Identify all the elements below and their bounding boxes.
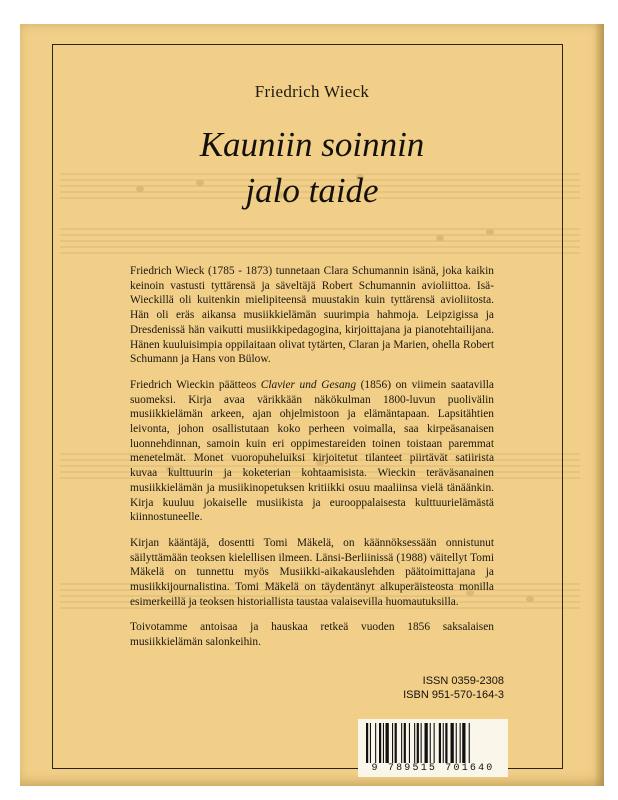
barcode-bar [430, 723, 431, 763]
barcode-bar [421, 723, 422, 763]
barcode-bar [462, 723, 465, 763]
barcode-bar [404, 723, 406, 763]
barcode-bar [370, 723, 371, 763]
blurb-paragraph-2 [130, 378, 494, 525]
book-title [20, 122, 604, 214]
barcode-bar [445, 723, 447, 763]
barcode-digits: 9 789515 701640 [371, 763, 495, 774]
barcode-bar [460, 723, 461, 763]
book-back-cover [20, 24, 604, 786]
blurb-text [130, 264, 494, 661]
blurb-paragraph-3: Kirjan kääntäjä, dosentti Tomi Mäkelä, on käännöksessään onnistunut säilyttämään teoksen kielellisen ilmeen. Länsi-Berliinissä (1988) väitellyt Tomi Mäkelä on tunnettu myös Musiikki-aikakauslehden päätoimittajana ja musiikkijournalistina. Tomi Mäkelä on täydentänyt alkuperäisteosta monilla esimerkeillä ja teoksen historiallista taustaa valaisevilla huomautuksilla. [130, 536, 494, 608]
barcode-bar [392, 723, 393, 763]
p2-book-title: Clavier und Gesang [260, 378, 357, 391]
title-line-2: jalo taide [245, 171, 379, 210]
barcode-bars [364, 723, 502, 763]
p2-prefix: Friedrich Wieckin päätteos [130, 378, 261, 391]
isbn-block [360, 674, 504, 702]
barcode-bar [456, 723, 457, 763]
p2-rest: Kirja avaa värikkään näkökulman 1800-luvun puolivälin musiikkielämän arkeen, ajan ohjelmistoon ja elämäntapaan. Lapsitähtien leivonta, johon osallistutaan koko perheen voimalla, saa kirpeäsanaisen luonnehdinnan, samoin kuin eri oppimestareiden toinen toistaan paremmat menetelmät. Monet vuoropuheluiksi kirjoitetut tilanteet piirtävät satiirista kuvaa kulttuurin ja koketerian kohtaamisista. Wieckin teräväsanainen musiikkielämän ja musiikinopetuksen kritiikki osuu maaliinsa vielä tänäänkin. Kirja kuuluu jokaiselle musiikista ja eurooppalaisesta kulttuurielämästä kiinnostuneelle. [130, 393, 494, 524]
barcode [358, 719, 508, 777]
barcode-bar [443, 723, 444, 763]
barcode-bar [395, 723, 397, 763]
author-name: Friedrich Wieck [254, 82, 370, 101]
barcode-bar [414, 723, 415, 763]
barcode-bar [469, 723, 470, 763]
blurb-paragraph-1: Friedrich Wieck (1785 - 1873) tunnetaan Clara Schumannin isänä, joka kaikin keinoin vastusti tyttärensä ja säveltäjä Robert Schumannin avioliittoa. Isä-Wieckillä oli kuitenkin mielipiteensä muustakin kuin tyttärensä avioliitosta. Hän oli eräs aikansa musiikkielämän suurimpia hahmoja. Leipzigissa ja Dresdenissä hän vaikutti musiikkipedagogina, kirjoittajana ja pianotehtailijana. Hänen kuuluisimpia oppilaitaan olivat tytärten, Claran ja Marien, ohella Robert Schumann ja Hans von Bülow. [130, 265, 494, 366]
isbn-number: ISBN 951-570-164-3 [403, 689, 504, 701]
barcode-bar [451, 723, 454, 763]
barcode-bar [375, 723, 376, 763]
p2-suffix: (1856) on viimein saatavilla suomeksi. [130, 378, 494, 406]
barcode-bar [386, 723, 389, 763]
barcode-bar [401, 723, 402, 763]
barcode-bar [425, 723, 428, 763]
title-line-1: Kauniin soinnin [199, 125, 425, 164]
barcode-bar [383, 723, 384, 763]
barcode-bar [366, 723, 368, 763]
barcode-bar [379, 723, 381, 763]
barcode-bar [417, 723, 419, 763]
barcode-bar [439, 723, 441, 763]
blurb-paragraph-4: Toivotamme antoisaa ja hauskaa retkeä vuoden 1856 saksalaisen musiikkielämän salonkeihin. [130, 621, 494, 649]
barcode-bar [409, 723, 410, 763]
barcode-bar [434, 723, 435, 763]
issn-number: ISSN 0359-2308 [422, 675, 504, 687]
